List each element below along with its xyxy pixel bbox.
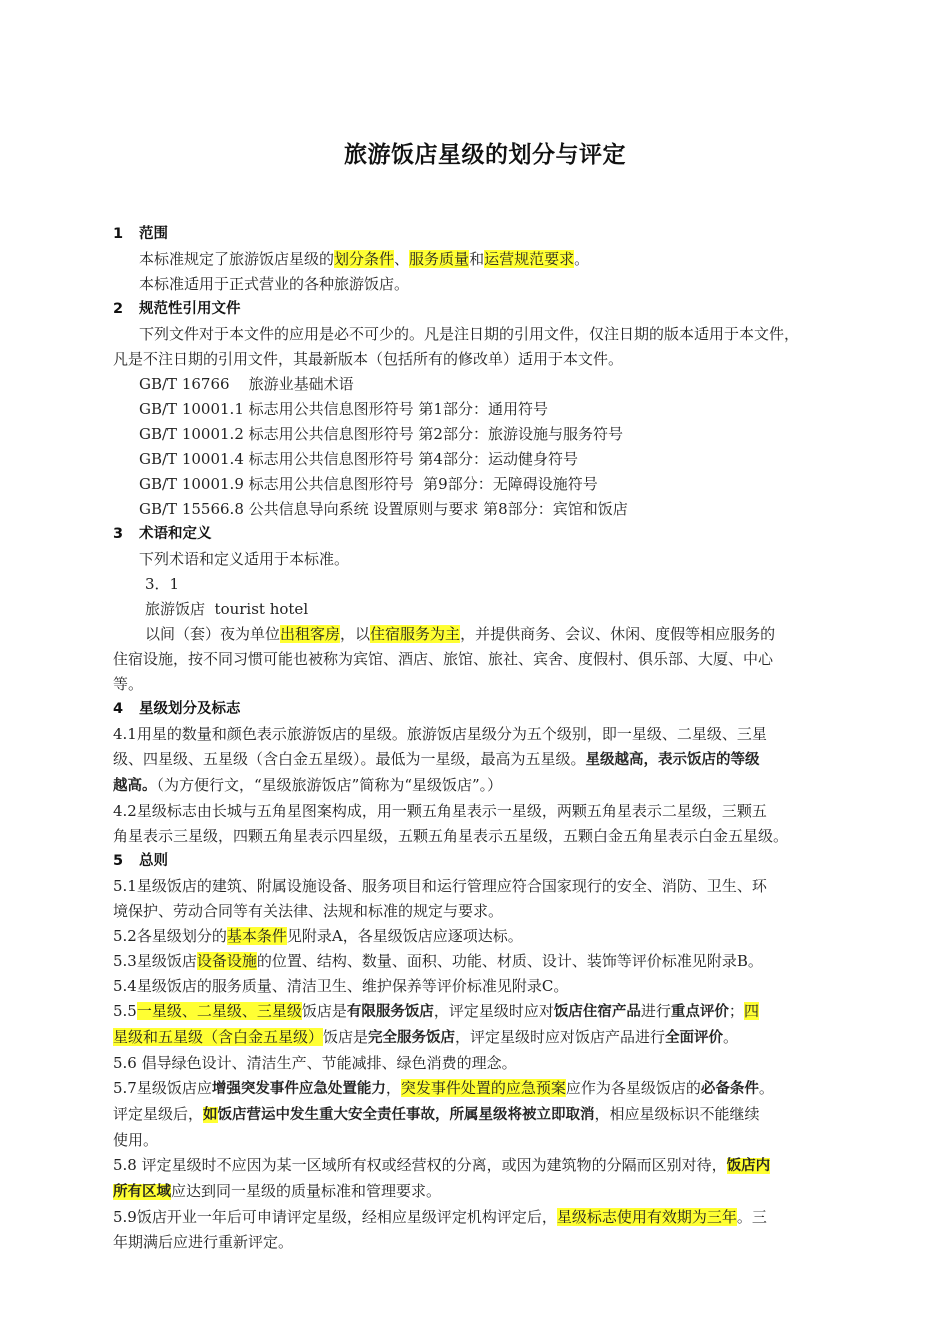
section-heading: 2 规范性引用文件 bbox=[113, 301, 241, 317]
paragraph: 星级和五星级（含白金五星级）饭店是完全服务饭店，评定星级时应对饭店产品进行全面评价。 bbox=[113, 1028, 739, 1046]
document-title: 旅游饭店星级的划分与评定 bbox=[344, 142, 626, 168]
highlight: 设备设施 bbox=[196, 952, 257, 970]
highlight: 出租客房 bbox=[280, 625, 341, 643]
paragraph: 下列文件对于本文件的应用是必不可少的。凡是注日期的引用文件，仅注日期的版本适用于本文件， bbox=[139, 325, 800, 343]
paragraph: 4.1用星的数量和颜色表示旅游饭店的星级。旅游饭店星级分为五个级别，即一星级、二星级、三星 bbox=[113, 725, 767, 743]
paragraph: 5.9饭店开业一年后可申请评定星级，经相应星级评定机构评定后，星级标志使用有效期为三年。三 bbox=[113, 1208, 767, 1226]
paragraph: 住宿设施，按不同习惯可能也被称为宾馆、酒店、旅馆、旅社、宾舍、度假村、俱乐部、大厦、中心 bbox=[113, 650, 774, 668]
paragraph: 5.5一星级、二星级、三星级饭店是有限服务饭店，评定星级时应对饭店住宿产品进行重点评价；四 bbox=[113, 1002, 759, 1020]
paragraph: 5.6 倡导绿色设计、清洁生产、节能减排、绿色消费的理念。 bbox=[113, 1054, 517, 1072]
paragraph: 以间（套）夜为单位出租客房，以住宿服务为主，并提供商务、会议、休闲、度假等相应服务的 bbox=[145, 625, 776, 643]
highlight: 基本条件 bbox=[226, 927, 287, 945]
highlight: 运营规范要求 bbox=[484, 250, 575, 268]
reference-item: GB/T 15566.8 公共信息导向系统 设置原则与要求 第8部分：宾馆和饭店 bbox=[139, 500, 628, 518]
paragraph: 本标准适用于正式营业的各种旅游饭店。 bbox=[139, 275, 410, 293]
section-heading: 5 总则 bbox=[113, 853, 168, 869]
highlight: 四 bbox=[743, 1002, 759, 1020]
paragraph: 使用。 bbox=[113, 1131, 159, 1149]
paragraph: 角星表示三星级，四颗五角星表示四星级，五颗五角星表示五星级，五颗白金五角星表示白金五星级。 bbox=[113, 827, 789, 845]
paragraph: 5.1星级饭店的建筑、附属设施设备、服务项目和运行管理应符合国家现行的安全、消防、卫生、环 bbox=[113, 877, 767, 895]
reference-item: GB/T 10001.2 标志用公共信息图形符号 第2部分：旅游设施与服务符号 bbox=[139, 425, 623, 443]
section-heading: 3 术语和定义 bbox=[113, 526, 212, 542]
reference-item: GB/T 10001.4 标志用公共信息图形符号 第4部分：运动健身符号 bbox=[139, 450, 578, 468]
paragraph: 越高。（为方便行文，“星级旅游饭店”简称为“星级饭店”。） bbox=[113, 776, 503, 794]
paragraph: 本标准规定了旅游饭店星级的划分条件、服务质量和运营规范要求。 bbox=[139, 250, 590, 268]
highlight: 星级和五星级（含白金五星级） bbox=[113, 1028, 324, 1046]
section-heading: 1 范围 bbox=[113, 226, 168, 242]
paragraph: 5.8 评定星级时不应因为某一区域所有权或经营权的分离，或因为建筑物的分隔而区别对待，饭店内 bbox=[113, 1156, 771, 1174]
term-name: 旅游饭店 tourist hotel bbox=[145, 600, 309, 618]
paragraph: 境保护、劳动合同等有关法律、法规和标准的规定与要求。 bbox=[113, 902, 504, 920]
highlight: 划分条件 bbox=[334, 250, 395, 268]
term-number: 3．1 bbox=[145, 575, 180, 593]
paragraph: 5.7星级饭店应增强突发事件应急处置能力，突发事件处置的应急预案应作为各星级饭店的必备条件。 bbox=[113, 1079, 774, 1097]
paragraph: 4.2星级标志由长城与五角星图案构成，用一颗五角星表示一星级，两颗五角星表示二星级，三颗五 bbox=[113, 802, 767, 820]
highlight: 住宿服务为主 bbox=[370, 625, 461, 643]
highlight: 服务质量 bbox=[409, 250, 470, 268]
highlight: 饭店内 bbox=[726, 1158, 771, 1174]
highlight: 一星级、二星级、三星级 bbox=[136, 1002, 302, 1020]
section-heading: 4 星级划分及标志 bbox=[113, 701, 241, 717]
paragraph: 5.3星级饭店设备设施的位置、结构、数量、面积、功能、材质、设计、装饰等评价标准见附录B。 bbox=[113, 952, 763, 970]
reference-item: GB/T 16766 旅游业基础术语 bbox=[139, 375, 354, 393]
paragraph: 5.4星级饭店的服务质量、清洁卫生、维护保养等评价标准见附录C。 bbox=[113, 977, 569, 995]
reference-item: GB/T 10001.9 标志用公共信息图形符号 第9部分：无障碍设施符号 bbox=[139, 475, 598, 493]
paragraph: 评定星级后，如饭店营运中发生重大安全责任事故，所属星级将被立即取消，相应星级标识不能继续 bbox=[113, 1105, 760, 1123]
highlight: 突发事件处置的应急预案 bbox=[400, 1079, 566, 1097]
paragraph: 5.2各星级划分的基本条件见附录A，各星级饭店应逐项达标。 bbox=[113, 927, 523, 945]
paragraph: 凡是不注日期的引用文件，其最新版本（包括所有的修改单）适用于本文件。 bbox=[113, 350, 624, 368]
paragraph: 年期满后应进行重新评定。 bbox=[113, 1233, 294, 1251]
paragraph: 下列术语和定义适用于本标准。 bbox=[139, 550, 350, 568]
reference-item: GB/T 10001.1 标志用公共信息图形符号 第1部分：通用符号 bbox=[139, 400, 548, 418]
highlight: 所有区域 bbox=[113, 1184, 171, 1200]
paragraph: 级、四星级、五星级（含白金五星级）。最低为一星级，最高为五星级。星级越高，表示饭店的等级 bbox=[113, 750, 760, 768]
document-body bbox=[113, 222, 865, 1255]
highlight: 星级标志使用有效期为三年 bbox=[556, 1208, 737, 1226]
paragraph: 等。 bbox=[113, 675, 144, 693]
paragraph: 所有区域应达到同一星级的质量标准和管理要求。 bbox=[113, 1182, 442, 1200]
highlight: 如 bbox=[203, 1107, 218, 1123]
